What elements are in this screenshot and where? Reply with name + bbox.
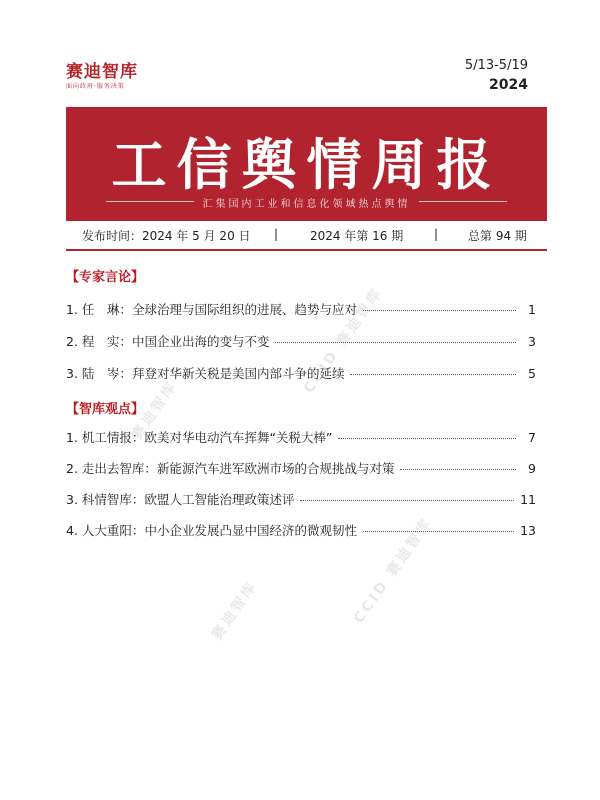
toc-leader: [338, 438, 516, 439]
ccid-logo: [66, 62, 156, 91]
toc-leader: [363, 531, 514, 532]
toc-author: 程 实：: [81, 334, 132, 349]
toc-author: 陆 岑：: [81, 366, 132, 381]
separator: |: [434, 227, 439, 241]
toc-item[interactable]: [66, 332, 536, 352]
toc-leader: [400, 469, 516, 470]
date-range: 5/13-5/19: [464, 58, 528, 73]
toc-page: 3: [528, 334, 536, 349]
toc-leader: [350, 374, 516, 375]
watermark: CCID 赛迪智库: [350, 514, 436, 627]
toc-item[interactable]: [66, 521, 536, 541]
toc-leader: [275, 342, 516, 343]
toc-item[interactable]: [66, 490, 536, 510]
toc-item[interactable]: [66, 300, 536, 320]
toc-number: 3.: [66, 492, 78, 507]
toc-author: 科情智库：: [81, 492, 145, 507]
publish-date: 发布时间：2024 年 5 月 20 日: [82, 229, 251, 243]
toc-author: 任 琳：: [81, 302, 132, 317]
toc-author: 机工情报：: [81, 430, 145, 445]
toc-number: 2.: [66, 461, 78, 476]
toc-title: 拜登对华新关税是美国内部斗争的延续: [131, 366, 345, 381]
title-banner: [66, 107, 547, 221]
toc-number: 2.: [66, 334, 78, 349]
publication-info-bar: [66, 221, 547, 251]
toc-number: 1.: [66, 430, 78, 445]
toc-author: 走出去智库：: [81, 461, 157, 476]
toc-title: 全球治理与国际组织的进展、趋势与应对: [131, 302, 357, 317]
toc-title: 欧盟人工智能治理政策述评: [144, 492, 295, 507]
logo-tagline: 面向政府·服务决策: [66, 83, 125, 90]
toc-leader: [300, 500, 514, 501]
logo-text: 赛迪智库: [66, 62, 138, 82]
section-heading-thinktank: 【智库观点】: [66, 402, 145, 417]
toc-page: 7: [528, 430, 536, 445]
total-issue: 总第 94 期: [468, 229, 527, 243]
toc-page: 11: [520, 492, 536, 507]
toc-title: 欧美对华电动汽车挥舞“关税大棒”: [144, 430, 333, 445]
toc-title: 中国企业出海的变与不变: [131, 334, 270, 349]
watermark: CCID 赛迪智库: [300, 284, 386, 397]
toc-number: 3.: [66, 366, 78, 381]
toc-title: 新能源汽车进军欧洲市场的合规挑战与对策: [156, 461, 395, 476]
watermark: 赛迪智库: [128, 378, 181, 444]
toc-title: 中小企业发展凸显中国经济的微观韧性: [144, 523, 357, 538]
watermark: 赛迪智库: [208, 578, 261, 644]
toc-page: 1: [528, 302, 536, 317]
year: 2024: [489, 77, 528, 93]
section-heading-expert: 【专家言论】: [66, 270, 145, 285]
issue-number: 2024 年第 16 期: [310, 229, 404, 243]
toc-number: 4.: [66, 523, 78, 538]
banner-title: 工信舆情周报: [111, 132, 502, 197]
banner-subtitle: 汇集国内工业和信息化领域热点舆情: [202, 199, 411, 210]
toc-leader: [363, 310, 516, 311]
toc-page: 5: [528, 366, 536, 381]
toc-page: 13: [520, 523, 536, 538]
toc-item[interactable]: [66, 459, 536, 479]
toc-page: 9: [528, 461, 536, 476]
divider: [66, 249, 547, 251]
toc-number: 1.: [66, 302, 78, 317]
toc-author: 人大重阳：: [81, 523, 145, 538]
separator: |: [274, 227, 279, 241]
